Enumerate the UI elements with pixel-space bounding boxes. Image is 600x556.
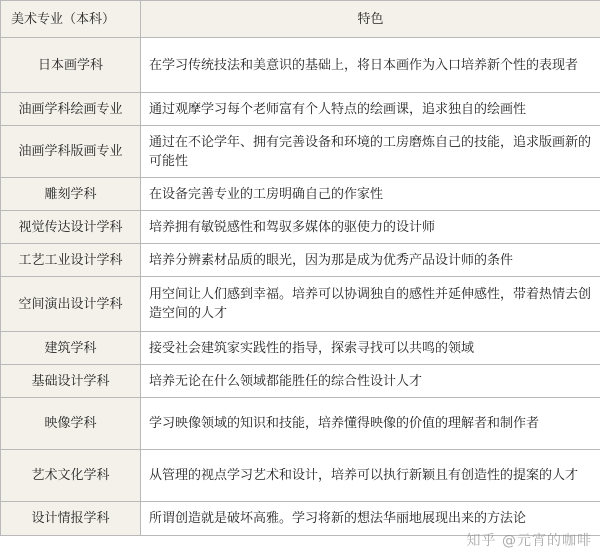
major-feature: 学习映像领域的知识和技能，培养懂得映像的价值的理解者和制作者 [141, 398, 600, 450]
major-name: 工艺工业设计学科 [1, 244, 141, 277]
major-feature: 用空间让人们感到幸福。培养可以协调独自的感性并延伸感性，带着热情去创造空间的人才 [141, 277, 600, 332]
major-name: 建筑学科 [1, 332, 141, 365]
table-row [1, 211, 600, 244]
table-row [1, 398, 600, 450]
table-header-row [1, 1, 600, 38]
major-feature: 在学习传统技法和美意识的基础上，将日本画作为入口培养新个性的表现者 [141, 38, 600, 93]
major-feature: 在设备完善专业的工房明确自己的作家性 [141, 178, 600, 211]
major-name: 日本画学科 [1, 38, 141, 93]
major-name: 映像学科 [1, 398, 141, 450]
major-feature: 培养无论在什么领域都能胜任的综合性设计人才 [141, 365, 600, 398]
table-row [1, 244, 600, 277]
major-feature: 接受社会建筑家实践性的指导，探索寻找可以共鸣的领域 [141, 332, 600, 365]
major-feature: 培养分辨素材品质的眼光，因为那是成为优秀产品设计师的条件 [141, 244, 600, 277]
table-row [1, 450, 600, 502]
table-row [1, 365, 600, 398]
major-name: 艺术文化学科 [1, 450, 141, 502]
major-name: 设计情报学科 [1, 502, 141, 536]
watermark: 知乎 @元宵的咖啡 [466, 533, 592, 549]
major-name: 视觉传达设计学科 [1, 211, 141, 244]
table-row [1, 277, 600, 332]
table-row [1, 93, 600, 126]
major-name: 空间演出设计学科 [1, 277, 141, 332]
major-feature: 从管理的视点学习艺术和设计，培养可以执行新颖且有创造性的提案的人才 [141, 450, 600, 502]
major-feature: 所谓创造就是破坏高雅。学习将新的想法华丽地展现出来的方法论 [141, 502, 600, 536]
header-feature: 特色 [141, 1, 600, 38]
table-row [1, 38, 600, 93]
major-feature: 培养拥有敏锐感性和驾驭多媒体的驱使力的设计师 [141, 211, 600, 244]
header-major: 美术专业（本科） [1, 1, 141, 38]
table-row [1, 126, 600, 178]
major-name: 油画学科绘画专业 [1, 93, 141, 126]
major-feature: 通过观摩学习每个老师富有个人特点的绘画课，追求独自的绘画性 [141, 93, 600, 126]
major-name: 基础设计学科 [1, 365, 141, 398]
major-name: 雕刻学科 [1, 178, 141, 211]
major-name: 油画学科版画专业 [1, 126, 141, 178]
major-feature: 通过在不论学年、拥有完善设备和环境的工房磨炼自己的技能，追求版画新的可能性 [141, 126, 600, 178]
table-row [1, 332, 600, 365]
table-row [1, 178, 600, 211]
